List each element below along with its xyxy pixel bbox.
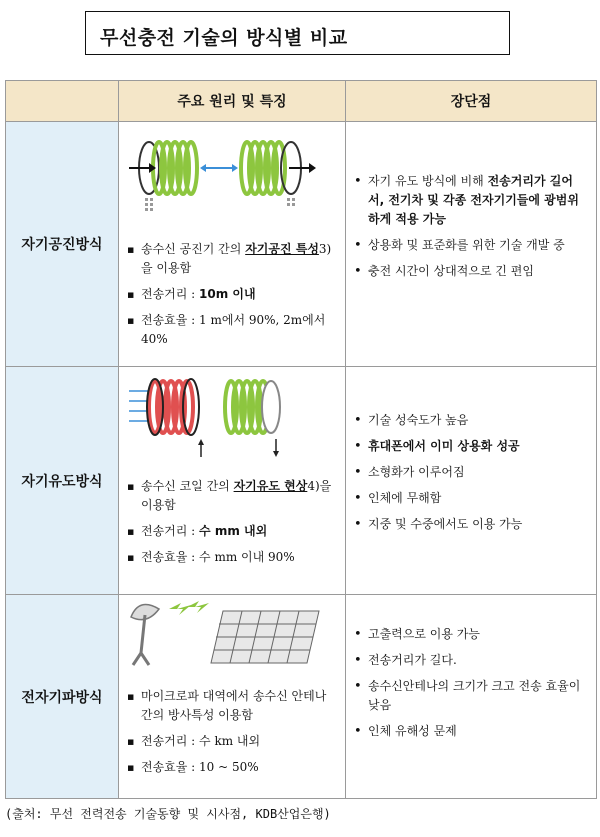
comparison-table bbox=[5, 80, 597, 799]
source-note: (출처: 무선 전력전송 기술동향 및 시사점, KDB산업은행) bbox=[5, 807, 331, 821]
features-cell bbox=[119, 595, 346, 799]
table-row bbox=[6, 122, 597, 367]
induction-coils-icon bbox=[119, 367, 346, 475]
resonance-illustration bbox=[119, 122, 345, 240]
list-item: ▪ 전송효율 : 수 mm 이내 90% bbox=[119, 548, 345, 567]
list-item: • 인체 유해성 문제 bbox=[346, 722, 596, 741]
list-item: ▪ 전송효율 : 1 m에서 90%, 2m에서 40% bbox=[119, 311, 345, 349]
row-label: 자기공진방식 bbox=[6, 122, 119, 367]
satellite-antenna-icon bbox=[119, 595, 346, 673]
list-item: • 충전 시간이 상대적으로 긴 편임 bbox=[346, 262, 596, 281]
resonance-coils-icon bbox=[119, 122, 346, 232]
features-cell bbox=[119, 367, 346, 595]
list-item: ▪ 전송거리 : 수 mm 내외 bbox=[119, 522, 345, 541]
list-item: ▪ 전송거리 : 10m 이내 bbox=[119, 285, 345, 304]
list-item: • 송수신안테나의 크기가 크고 전송 효율이 낮음 bbox=[346, 677, 596, 715]
list-item: • 지중 및 수중에서도 이용 가능 bbox=[346, 515, 596, 534]
pros-cons-list bbox=[346, 625, 596, 741]
table-row bbox=[6, 595, 597, 799]
row-label: 전자기파방식 bbox=[6, 595, 119, 799]
features-list bbox=[119, 687, 345, 777]
pros-cons-cell bbox=[346, 595, 597, 799]
pros-cons-list bbox=[346, 411, 596, 534]
title-box bbox=[85, 11, 510, 55]
pros-cons-list bbox=[346, 172, 596, 281]
microwave-illustration bbox=[119, 595, 345, 675]
features-list bbox=[119, 240, 345, 349]
list-item: ▪ 전송효율 : 10 ~ 50% bbox=[119, 758, 345, 777]
list-item: • 소형화가 이루어짐 bbox=[346, 463, 596, 482]
list-item: ▪ 전송거리 : 수 km 내외 bbox=[119, 732, 345, 751]
row-label: 자기유도방식 bbox=[6, 367, 119, 595]
list-item: • 기술 성숙도가 높음 bbox=[346, 411, 596, 430]
table-header-row bbox=[6, 81, 597, 122]
list-item: ▪ 송수신 코일 간의 자기유도 현상4)을 이용함 bbox=[119, 477, 345, 515]
pros-cons-cell bbox=[346, 122, 597, 367]
list-item: • 휴대폰에서 이미 상용화 성공 bbox=[346, 437, 596, 456]
header-pros-cons: 장단점 bbox=[346, 81, 597, 122]
list-item: ▪ 마이크로파 대역에서 송수신 안테나 간의 방사특성 이용함 bbox=[119, 687, 345, 725]
features-list bbox=[119, 477, 345, 567]
list-item: • 전송거리가 길다. bbox=[346, 651, 596, 670]
list-item: • 인체에 무해함 bbox=[346, 489, 596, 508]
table-row bbox=[6, 367, 597, 595]
page-title: 무선충전 기술의 방식별 비교 bbox=[100, 27, 348, 49]
list-item: ▪ 송수신 공진기 간의 자기공진 특성3)을 이용함 bbox=[119, 240, 345, 278]
features-cell bbox=[119, 122, 346, 367]
pros-cons-cell bbox=[346, 367, 597, 595]
list-item: • 고출력으로 이용 가능 bbox=[346, 625, 596, 644]
header-empty bbox=[6, 81, 119, 122]
header-features: 주요 원리 및 특징 bbox=[119, 81, 346, 122]
induction-illustration bbox=[119, 367, 345, 477]
list-item: • 상용화 및 표준화를 위한 기술 개발 중 bbox=[346, 236, 596, 255]
list-item: • 자기 유도 방식에 비해 전송거리가 길어서, 전기차 및 각종 전자기기들에 광범위하게 적용 가능 bbox=[346, 172, 596, 229]
